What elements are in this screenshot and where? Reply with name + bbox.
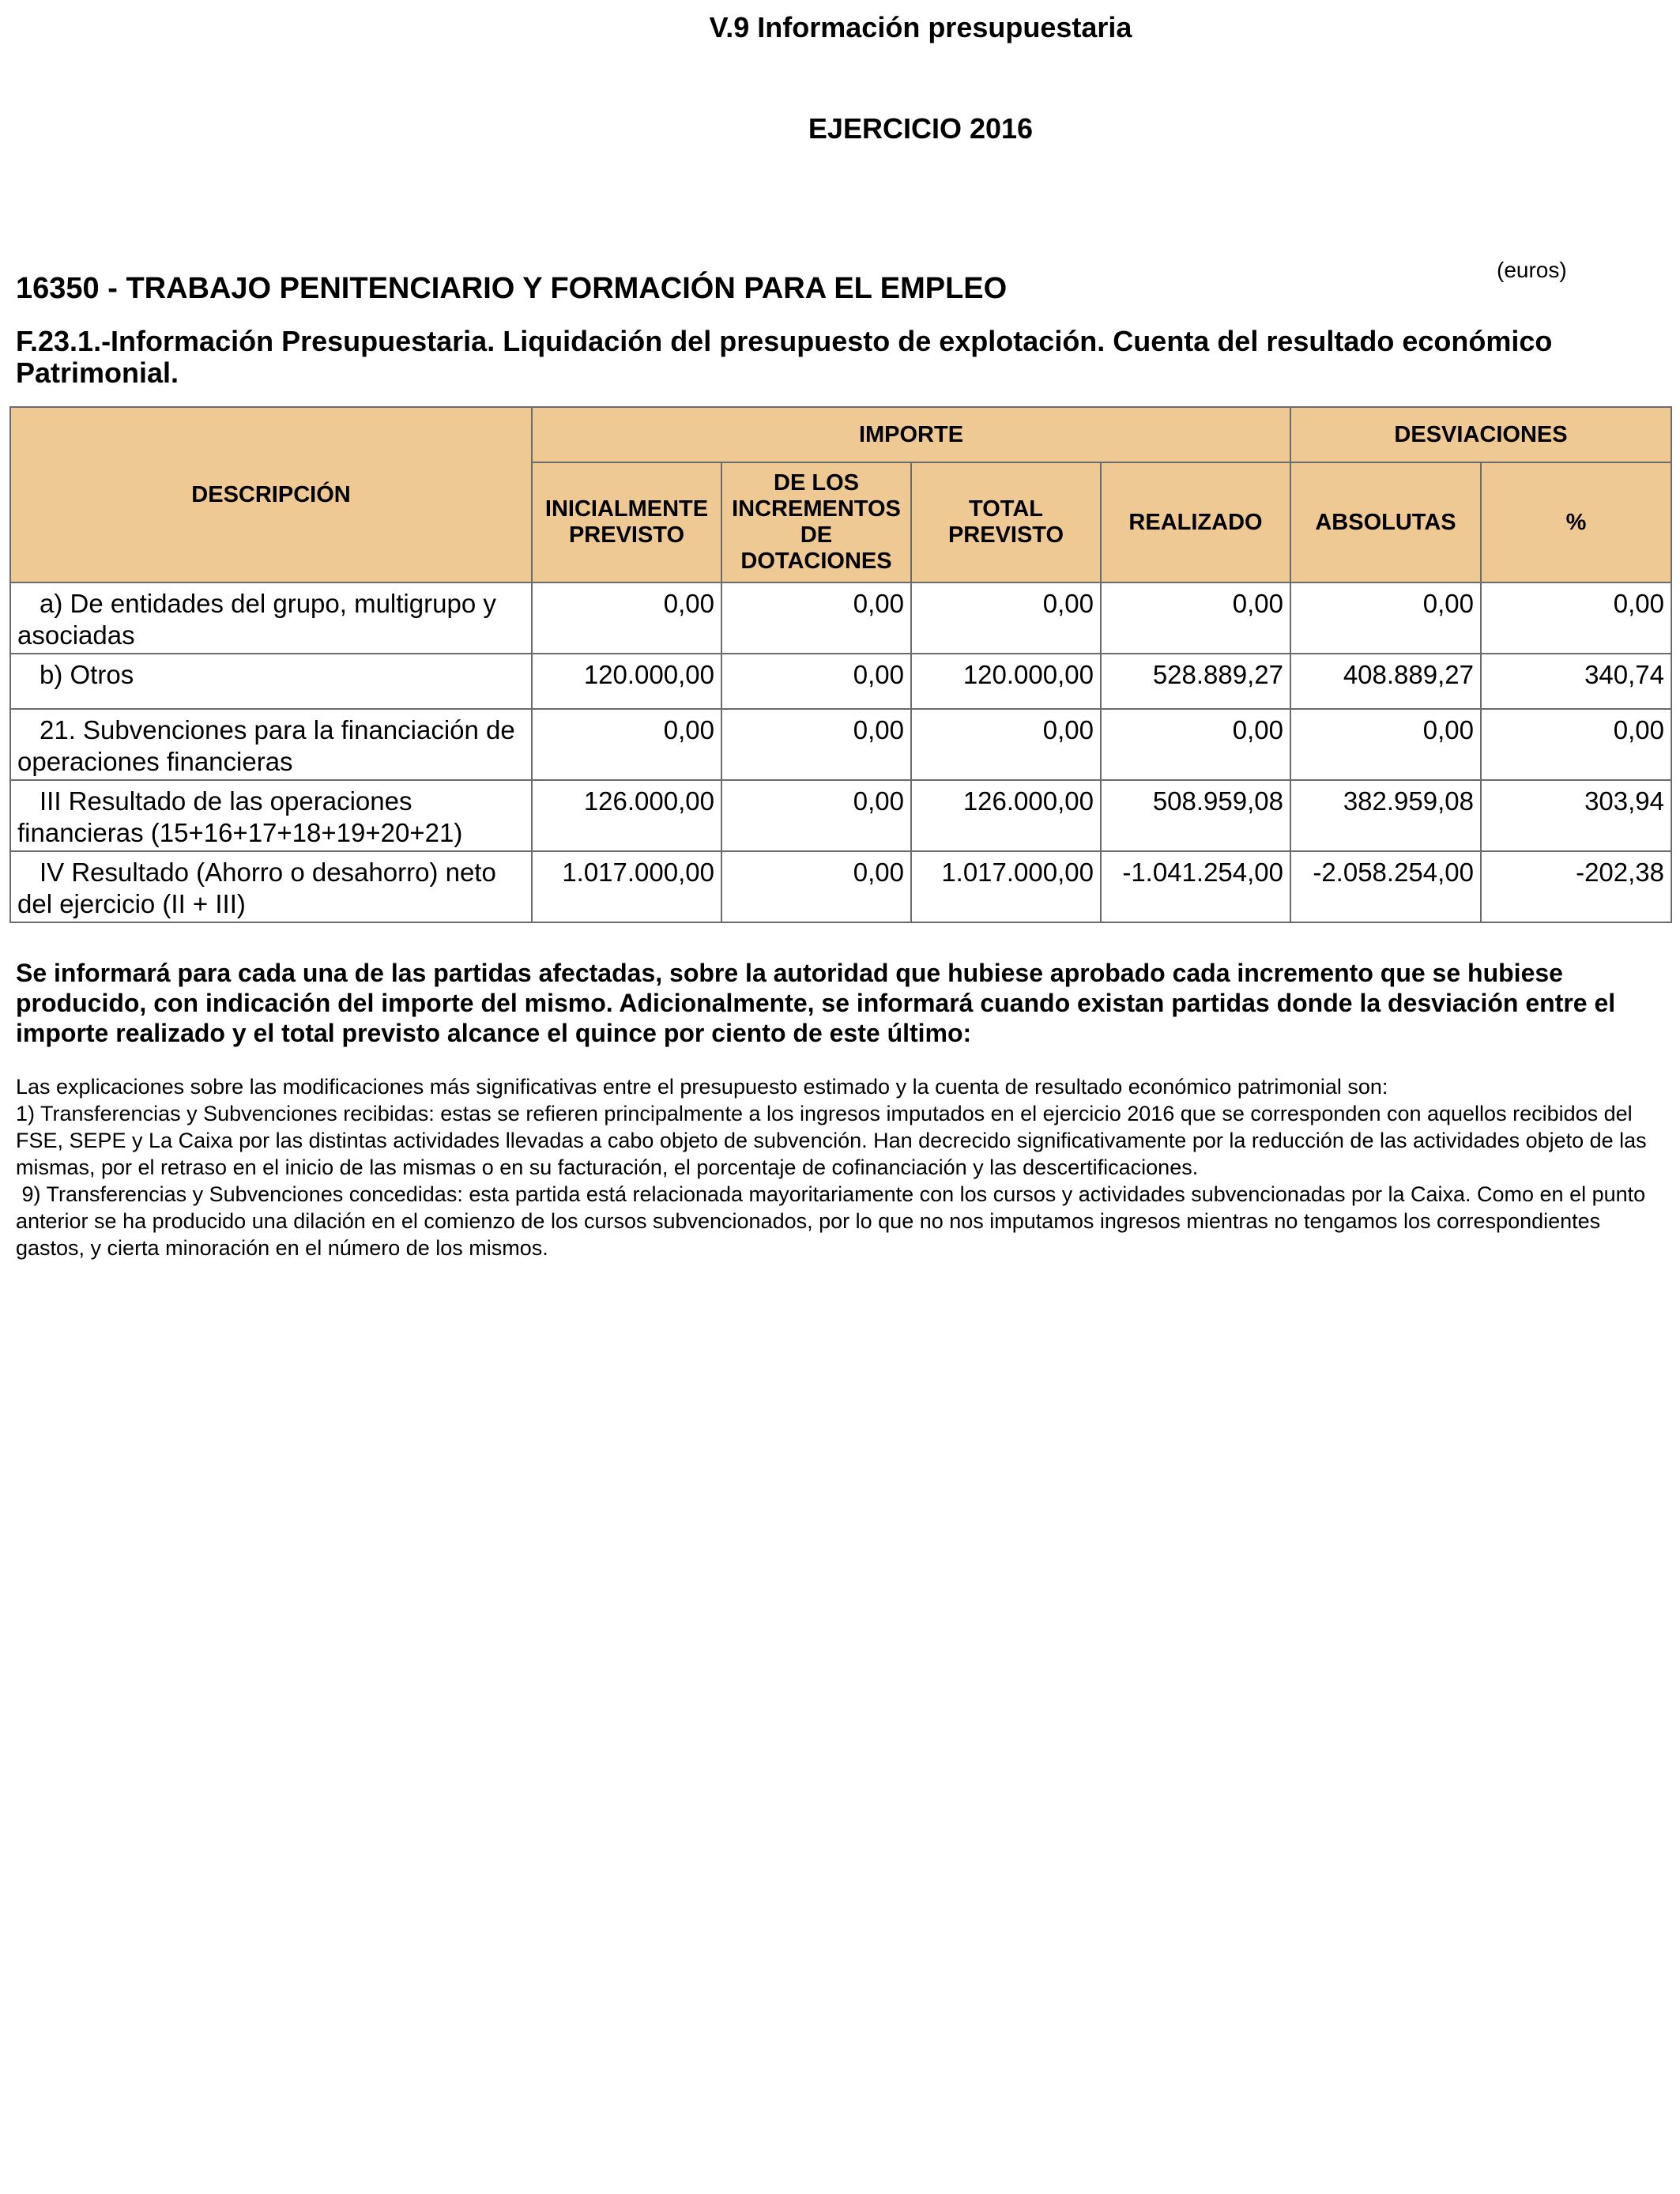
budget-table <box>9 406 1672 923</box>
cell-incrementos: 0,00 <box>721 582 911 654</box>
table-row <box>10 780 1671 851</box>
cell-absolutas: -2.058.254,00 <box>1290 851 1481 922</box>
deviation-note: Se informará para cada una de las partidas afectadas, sobre la autoridad que hubiese aprobado cada incremento que se hubiese producido, con indicación del importe del mismo. Adicionalmente, se informará cuando existan partidas donde la desviación entre el importe realizado y el total previsto alcance el quince por ciento de este último: <box>16 959 1616 1047</box>
units-label: (euros) <box>1497 258 1567 282</box>
cell-inicialmente-previsto: 0,00 <box>532 582 721 654</box>
cell-porcentaje: 0,00 <box>1481 582 1671 654</box>
cell-incrementos: 0,00 <box>721 654 911 709</box>
explanation-item-9: 9) Transferencias y Subvenciones concedidas: esta partida está relacionada mayoritariamente con los cursos y actividades subvencionadas por la Caixa. Como en el punto anterior se ha producido una dilación en el comienzo de los cursos subvencionados, por lo que no nos imputamos ingresos mientras no tengamos los correspondientes gastos, y cierta minoración en el número de los mismos. <box>16 1182 1652 1260</box>
cell-descripcion: III Resultado de las operaciones financieras (15+16+17+18+19+20+21) <box>10 780 532 851</box>
cell-total-previsto: 0,00 <box>911 582 1101 654</box>
cell-porcentaje: 0,00 <box>1481 709 1671 780</box>
cell-porcentaje: 303,94 <box>1481 780 1671 851</box>
cell-inicialmente-previsto: 120.000,00 <box>532 654 721 709</box>
cell-absolutas: 0,00 <box>1290 582 1481 654</box>
cell-realizado: 0,00 <box>1101 709 1290 780</box>
table-row <box>10 582 1671 654</box>
cell-incrementos: 0,00 <box>721 780 911 851</box>
explanation-item-1: 1) Transferencias y Subvenciones recibidas: estas se refieren principalmente a los ingresos imputados en el ejercicio 2016 que se corresponden con aquellos recibidos del FSE, SEPE y La Caixa por las distintas actividades llevadas a cabo objeto de subvención. Han decrecido significativamente por la reducción de las actividades objeto de las mismas, por el retraso en el inicio de las mismas o en su facturación, el porcentaje de cofinanciación y las descertificaciones. <box>16 1102 1653 1179</box>
cell-absolutas: 0,00 <box>1290 709 1481 780</box>
header-porcentaje: % <box>1481 462 1671 582</box>
cell-descripcion: a) De entidades del grupo, multigrupo y asociadas <box>10 582 532 654</box>
cell-inicialmente-previsto: 1.017.000,00 <box>532 851 721 922</box>
cell-descripcion: IV Resultado (Ahorro o desahorro) neto del ejercicio (II + III) <box>10 851 532 922</box>
section-title: V.9 Información presupuestaria <box>709 11 1132 43</box>
header-absolutas: ABSOLUTAS <box>1290 462 1481 582</box>
cell-incrementos: 0,00 <box>721 851 911 922</box>
table-row <box>10 654 1671 709</box>
cell-descripcion: 21. Subvenciones para la financiación de operaciones financieras <box>10 709 532 780</box>
explanations <box>16 1073 1667 1261</box>
cell-porcentaje: -202,38 <box>1481 851 1671 922</box>
cell-porcentaje: 340,74 <box>1481 654 1671 709</box>
header-importe: IMPORTE <box>532 407 1290 462</box>
header-inicialmente-previsto: INICIALMENTE PREVISTO <box>532 462 721 582</box>
cell-realizado: 0,00 <box>1101 582 1290 654</box>
table-header-row <box>10 407 1671 462</box>
cell-absolutas: 408.889,27 <box>1290 654 1481 709</box>
header-descripcion: DESCRIPCIÓN <box>10 407 532 582</box>
cell-absolutas: 382.959,08 <box>1290 780 1481 851</box>
cell-total-previsto: 1.017.000,00 <box>911 851 1101 922</box>
fiscal-year-heading: EJERCICIO 2016 <box>808 112 1034 145</box>
explanations-intro: Las explicaciones sobre las modificaciones más significativas entre el presupuesto estimado y la cuenta de resultado económico patrimonial son: <box>16 1075 1388 1099</box>
cell-inicialmente-previsto: 126.000,00 <box>532 780 721 851</box>
header-realizado: REALIZADO <box>1101 462 1290 582</box>
header-total-previsto: TOTAL PREVISTO <box>911 462 1101 582</box>
cell-inicialmente-previsto: 0,00 <box>532 709 721 780</box>
cell-total-previsto: 126.000,00 <box>911 780 1101 851</box>
cell-total-previsto: 120.000,00 <box>911 654 1101 709</box>
report-title: F.23.1.-Información Presupuestaria. Liquidación del presupuesto de explotación. Cuenta del resultado económico Patrimonial. <box>16 325 1553 389</box>
cell-total-previsto: 0,00 <box>911 709 1101 780</box>
table-row <box>10 851 1671 922</box>
cell-incrementos: 0,00 <box>721 709 911 780</box>
header-desviaciones: DESVIACIONES <box>1290 407 1671 462</box>
cell-realizado: 528.889,27 <box>1101 654 1290 709</box>
table-row <box>10 709 1671 780</box>
cell-realizado: -1.041.254,00 <box>1101 851 1290 922</box>
cell-realizado: 508.959,08 <box>1101 780 1290 851</box>
cell-descripcion: b) Otros <box>10 654 532 709</box>
entity-title: 16350 - TRABAJO PENITENCIARIO Y FORMACIÓN PARA EL EMPLEO <box>16 272 1008 305</box>
header-incrementos: DE LOS INCREMENTOS DE DOTACIONES <box>721 462 911 582</box>
